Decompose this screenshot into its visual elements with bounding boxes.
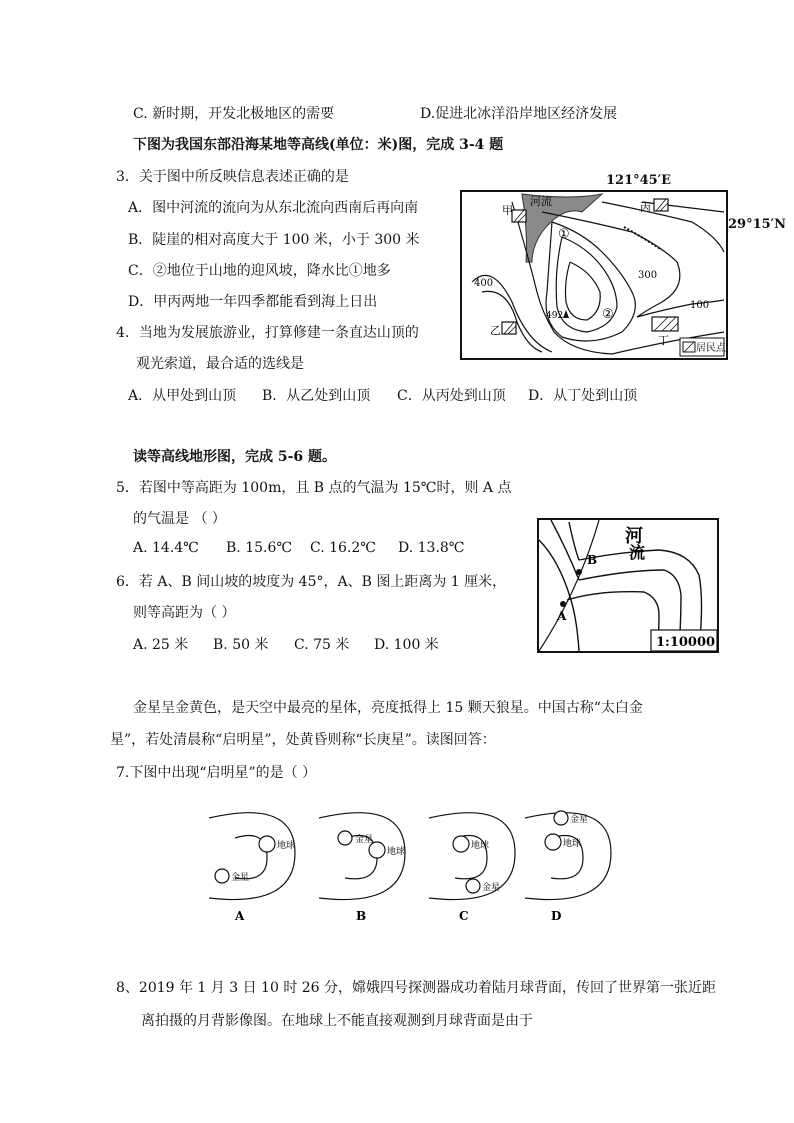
legend-label: 居民点: [696, 343, 726, 354]
q6-option-a: A. 25 米: [133, 637, 189, 653]
label-circle-1: ①: [558, 227, 570, 242]
contour-map-coastal: [460, 190, 728, 360]
q3-stem: 3．关于图中所反映信息表述正确的是: [116, 169, 349, 185]
point-a: [560, 601, 566, 607]
river-label-2: 流: [629, 543, 646, 562]
passage-line2: 星”，若处清晨称“启明星”，处黄昏则称“长庚星”。读图回答：: [110, 732, 496, 748]
q4-option-b: B．从乙处到山顶: [262, 388, 371, 404]
label-bing: 丙: [640, 201, 651, 214]
q3-option-a: A．图中河流的流向为从东北流向西南后再向南: [128, 200, 419, 216]
river-label: 河流: [530, 195, 552, 208]
venus-label-b: 金星: [355, 835, 374, 845]
venus-d: [554, 811, 568, 825]
cliff-line: [624, 227, 662, 250]
label-yi: 乙: [490, 324, 501, 337]
q6-stem-line2: 则等高距为（ ）: [133, 605, 236, 621]
peak-elevation: 492: [546, 311, 564, 321]
q5-stem-line2: 的气温是 （ ）: [133, 511, 226, 527]
q5-option-a: A. 14.4℃: [133, 540, 199, 556]
contour-label-400: 400: [474, 278, 494, 289]
venus-a: [215, 869, 229, 883]
q6-stem-line1: 6．若 A、B 间山坡的坡度为 45°，A、B 图上距离为 1 厘米，: [116, 574, 507, 590]
venus-label-d: 金星: [570, 815, 589, 825]
earth-label-c: 地球: [471, 841, 490, 851]
q2-option-d: D.促进北冰洋沿岸地区经济发展: [420, 106, 618, 122]
river-label-1: 河: [625, 526, 643, 547]
label-a: A: [557, 609, 567, 623]
panel-label-c: C: [459, 909, 469, 923]
q4-option-d: D．从丁处到山顶: [528, 388, 638, 404]
venus-b: [338, 831, 352, 845]
q8-line1: 8、2019 年 1 月 3 日 10 时 26 分，嫦娥四号探测器成功着陆月球背面，传回了世界第一张近距: [116, 980, 717, 996]
contour-line: [567, 592, 659, 651]
q6-option-d: D. 100 米: [374, 637, 439, 653]
panel-label-b: B: [356, 909, 367, 923]
contour-map-ab: [537, 518, 719, 653]
venus-c: [466, 879, 480, 893]
q3-option-d: D．甲丙两地一年四季都能看到海上日出: [128, 294, 378, 310]
q8-line2: 离拍摄的月背影像图。在地球上不能直接观测到月球背面是由于: [141, 1013, 533, 1029]
contour-line: [566, 262, 601, 320]
q7-stem: 7.下图中出现“启明星”的是（ ）: [116, 765, 317, 781]
venus-phase-figure: [195, 798, 615, 923]
point-b: [576, 569, 582, 575]
contour-line: [569, 522, 579, 560]
venus-label-a: 金星: [231, 873, 250, 883]
q3-option-b: B．陡崖的相对高度大于 100 米，小于 300 米: [128, 232, 420, 248]
q5-option-c: C. 16.2℃: [310, 540, 376, 556]
q4-stem-line1: 4．当地为发展旅游业，打算修建一条直达山顶的: [116, 325, 419, 341]
venus-label-c: 金星: [482, 883, 501, 893]
contour-label-300: 300: [638, 270, 658, 281]
q5-option-d: D. 13.8℃: [398, 540, 465, 556]
earth-a: [259, 836, 275, 852]
earth-label-d: 地球: [563, 839, 582, 849]
earth-label-b: 地球: [387, 847, 406, 857]
contour-label-100: 100: [690, 300, 710, 311]
panel-label-d: D: [551, 909, 562, 923]
river-line: [539, 520, 599, 651]
orbit-earth-a: [209, 813, 295, 900]
q6-option-b: B. 50 米: [213, 637, 269, 653]
section-intro-3-4: 下图为我国东部沿海某地等高线(单位：米)图，完成 3-4 题: [133, 137, 504, 153]
q2-option-c: C. 新时期，开发北极地区的需要: [133, 106, 335, 122]
map1-longitude: 121°45′E: [606, 173, 672, 188]
label-ding: 丁: [658, 334, 669, 347]
label-jia: 甲: [502, 204, 513, 217]
earth-d: [545, 834, 561, 850]
q3-option-c: C．②地位于山地的迎风坡，降水比①地多: [128, 263, 391, 279]
earth-label-a: 地球: [277, 841, 296, 851]
q6-option-c: C. 75 米: [294, 637, 350, 653]
q4-option-c: C．从丙处到山顶: [397, 388, 506, 404]
q5-stem-line1: 5．若图中等高距为 100m，且 B 点的气温为 15℃时，则 A 点: [116, 480, 512, 496]
panel-label-a: A: [235, 909, 245, 923]
q4-option-a: A．从甲处到山顶: [128, 388, 237, 404]
earth-c: [453, 836, 469, 852]
contour-line: [539, 540, 579, 651]
label-b: B: [587, 553, 598, 567]
q5-option-b: B. 15.6℃: [226, 540, 293, 556]
map1-latitude: 29°15′N: [728, 217, 786, 232]
contour-line: [551, 520, 579, 580]
passage-line1: 金星呈金黄色，是天空中最亮的星体，亮度抵得上 15 颗天狼星。中国古称“太白金: [133, 700, 643, 716]
peak-triangle: [563, 310, 569, 318]
orbit-earth-d: [525, 813, 611, 900]
scale-label: 1:10000: [656, 635, 716, 650]
label-circle-2: ②: [602, 307, 614, 322]
section-intro-5-6: 读等高线地形图，完成 5-6 题。: [133, 449, 337, 465]
q4-stem-line2: 观光索道，最合适的选线是: [136, 356, 304, 372]
